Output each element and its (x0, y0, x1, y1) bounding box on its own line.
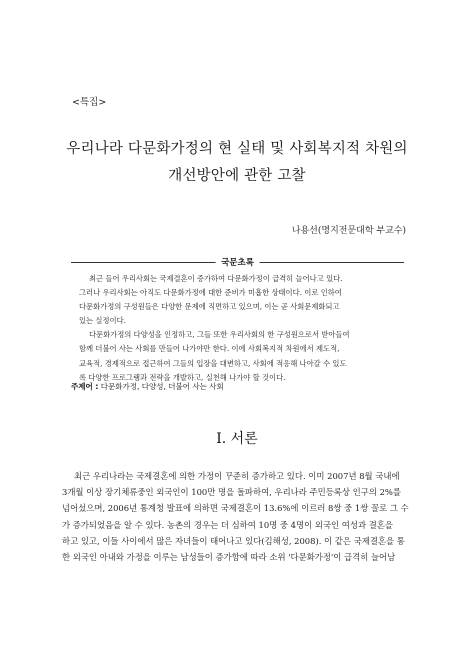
abstract-line: 있는 실정이다. (79, 316, 126, 326)
body-line: 3개월 이상 장기체류중인 외국인이 100만 명을 돌파하여, 우리나라 주민등록상 인구의 2%를 (62, 487, 401, 498)
keywords-label: 주제어 : (71, 382, 99, 391)
abstract-line: 록 다양한 프로그램과 전략을 개발하고, 실천해 나가야 할 것이다. (79, 372, 286, 382)
title-line-2: 개선방안에 관한 고찰 (168, 168, 306, 184)
abstract-line: 다문화가정의 다양성을 인정하고, 그들 또한 우리사회의 한 구성원으로서 받아들여 (89, 330, 350, 340)
body-line: 한 외국인 아내와 가정을 이루는 남성들이 증가함에 따라 소위 '다문화가정'이 급격히 늘어남 (62, 552, 396, 563)
abstract-line: 최근 들어 우리사회는 국제결혼이 증가하여 다문화가정이 급격히 늘어나고 있다. (89, 274, 343, 283)
abstract-line: 그러나 우리사회는 아직도 다문화가정에 대한 준비가 미흡한 상태이다. 이로 인하여 (79, 288, 342, 298)
author: 나용선(명지전문대학 부교수) (291, 226, 406, 236)
body-line: 하고 있고, 이들 사이에서 많은 자녀들이 태어나고 있다(김해성, 2008). 이 같은 국제결혼을 통 (62, 535, 405, 546)
body-text (62, 468, 412, 565)
body-line: 넘어섰으며, 2006년 통계청 발표에 의하면 국제결혼이 13.6%에 이르러 8쌍 중 1쌍 꼴로 그 수 (62, 503, 409, 514)
body-line: 최근 우리나라는 국제결혼에 의한 가정이 꾸준히 증가하고 있다. 이미 2007년 8월 국내에 (74, 471, 400, 481)
abstract-line: 교육적, 경제적으로 접근하여 그들의 입장을 대변하고, 사회에 적응해 나아갈 수 있도 (79, 358, 347, 368)
abstract-line: 함께 더불어 사는 사회를 만들어 나가야만 한다. 이에 사회복지적 차원에서 제도적, (79, 344, 340, 354)
keywords-value: 다문화가정, 다양성, 더불어 사는 사회 (100, 382, 224, 391)
keywords (71, 381, 224, 392)
body-line: 가 증가되었음을 알 수 있다. 농촌의 경우는 더 심하여 10명 중 4명이 외국인 여성과 결혼을 (62, 519, 393, 530)
abstract-body (79, 272, 396, 385)
section-heading: Ⅰ. 서론 (216, 431, 258, 447)
title-line-1: 우리나라 다문화가정의 현 실태 및 사회복지적 차원의 (66, 141, 408, 157)
section-tag: <특집> (72, 97, 107, 108)
abstract-box (71, 258, 404, 382)
abstract-line: 다문화가정의 구성원들은 다양한 문제에 직면하고 있으며, 이는 곧 사회문제화되고 (79, 302, 340, 312)
abstract-heading: 국문초록 (215, 256, 260, 268)
